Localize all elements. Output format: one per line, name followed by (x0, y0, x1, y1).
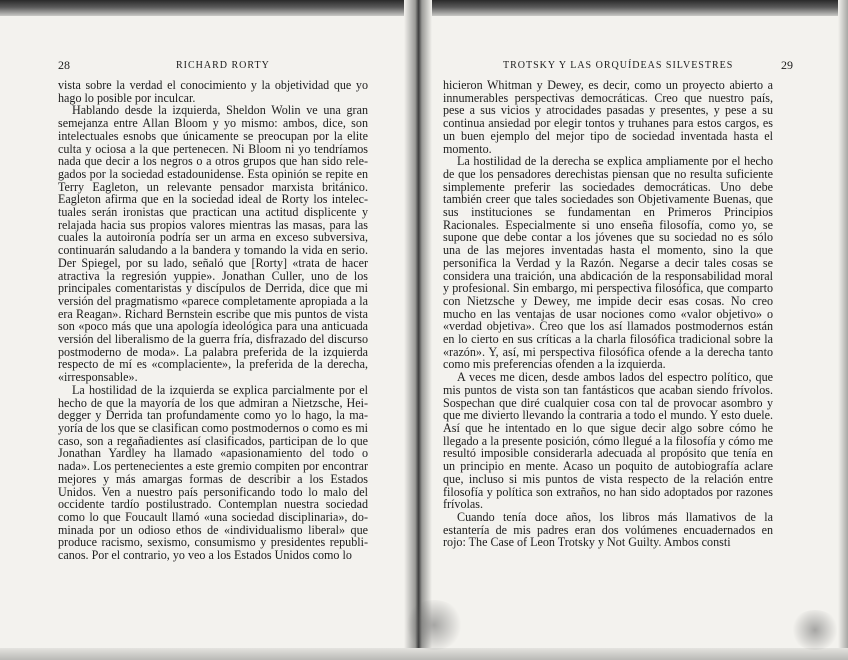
book-gutter (404, 0, 432, 660)
right-page-number: 29 (781, 58, 793, 72)
paragraph: Cuando tenía doce años, los libros más llamativos de la estantería de mis padres eran dos volúmenes encuadernados en rojo: The Case of Leon Trotsky y Not Guilty. Ambos consti (443, 509, 773, 550)
right-body-text (443, 79, 773, 549)
scan-bottom-edge (0, 648, 848, 660)
right-page (443, 58, 793, 550)
scan-smudge (790, 610, 840, 650)
paragraph: A veces me dicen, desde ambos lados del espectro político, que mis puntos de vista son tan fantásticos que acaban siendo frívolos. Sospechan que diré cualquier cosa con tal de provocar asombro y que me divierto llevando la contraria a todo el mundo. Y esto duele. Así que he intentado en lo que sigue decir algo sobre cómo he llegado a la presente posición, cómo llegué a la filosofía y cómo me resultó imposible considerarla adecuada al propósito que tenía en un principio en mente. Acaso un poquito de autobiografía aclare que, incluso si mis puntos de vista respecto de la relación entre filosofía y política son extraños, no han sido adoptados por razones frívolas. (443, 370, 773, 512)
paragraph: La hostilidad de la derecha se explica ampliamente por el hecho de que los pensadores derechistas piensan que no resulta suficiente simplemente preferir las sociedades democráticas. Uno debe también creer que tales sociedades son Objetivamente Buenas, que sus instituciones se fundamentan en Primeros Principios Racionales. Especialmente si uno enseña filosofía, como yo, se supone que debe contar a los jóvenes que su sociedad no es sólo una de las mejores inventadas hasta el momento, sino la que personifica la Verdad y la Razón. Negarse a decir tales cosas se considera una traición, una abdicación de la responsabilidad moral y profesional. Sin embargo, mi perspectiva filosófica, que comparto con Nietzsche y Dewey, me impide decir esas cosas. No creo mucho en las ventajas de usar nociones como «valor objetivo» o «verdad objetiva». Creo que los así llamados postmodernos están en lo cierto en sus críticas a la charla filosófica tradicional sobre la «razón». Y, así, mi perspectiva filosófica ofende a la derecha tanto como mis preferencias ofenden a la izquierda. (443, 154, 773, 372)
paragraph: La hostilidad de la izquierda se explica parcialmente por el hecho de que la mayoría de los que admiran a Nietzsche, Heidegger y Derrida tan profundamente como yo lo hago, la mayoría de los que se clasifican como postmodernos o como es mi caso, son a regañadientes así clasificados, participan de lo que Jonathan Yardley ha llamado «apasionamiento del todo o nada». Los pertenecientes a este gremio compiten por encontrar mejores y más amargas formas de describir a los Estados Unidos. Ven a nuestro país personificando todo lo malo del occidente tardío postilustrado. Contemplan nuestra sociedad como lo que Foucault llamó «una sociedad disciplinaria», dominada por un odioso ethos de «individualismo liberal» que produce racismo, sexismo, consumismo y presidentes republicanos. Por el contrario, yo veo a los Estados Unidos como lo (58, 382, 368, 563)
left-header-title: RICHARD RORTY (176, 60, 270, 71)
paragraph: Hablando desde la izquierda, Sheldon Wolin ve una gran semejanza entre Allan Bloom y yo mismo: ambos, dice, son intelectuales esnobs que únicamente se preocupan por la elite culta y ociosa a la que pertenecen. Ni Bloom ni yo tendríamos nada que decir a los negros o a otros grupos que han sido relegados por la sociedad estadounidense. Esta opinión se repite en Terry Eagleton, un relevante pensador marxista británico. Eagleton afirma que en la sociedad ideal de Rorty los intelectuales serán ironistas que practican una actitud displicente y relajada hacia sus propios valores mientras las masas, para las cuales la autoironía podría ser un arma en exceso subversiva, continuarán saludando a la bandera y tomando la vida en serio. Der Spiegel, por su lado, señaló que [Rorty] «trata de hacer atractiva la regresión yuppie». Jonathan Culler, uno de los principales comentaristas y discípulos de Derrida, dice que mi versión del pragmatismo «parece completamente apropiada a la era Reagan». Richard Bernstein escribe que mis puntos de vista son «poco más que una apología ideológica para una anticuada versión del liberalismo de la guerra fría, disfrazado del discurso postmoderno de moda». La palabra preferida de la izquierda respecto de mí es «complaciente», la preferida de la derecha, «irresponsable». (58, 103, 368, 385)
right-running-head (443, 58, 793, 76)
left-body-text (58, 79, 368, 562)
scan-smudge (404, 600, 464, 650)
left-page (58, 60, 368, 562)
left-page-number: 28 (58, 58, 70, 72)
paragraph: hicieron Whitman y Dewey, es decir, como un proyecto abierto a innumerables perspectivas democráticas. Creo que nuestro país, pese a sus vicios y atrocidades pasadas y presentes, y pese a su continua ansiedad por elegir tontos y truhanes para estos cargos, es un buen ejemplo del mejor tipo de sociedad inventada hasta el momento. (443, 78, 773, 156)
scan-right-edge (838, 0, 848, 660)
left-running-head (58, 60, 368, 76)
right-header-title: TROTSKY Y LAS ORQUÍDEAS SILVESTRES (503, 60, 734, 71)
paragraph: vista sobre la verdad el conocimiento y la objetividad que yo hago lo posible por inculcar. (58, 78, 368, 105)
